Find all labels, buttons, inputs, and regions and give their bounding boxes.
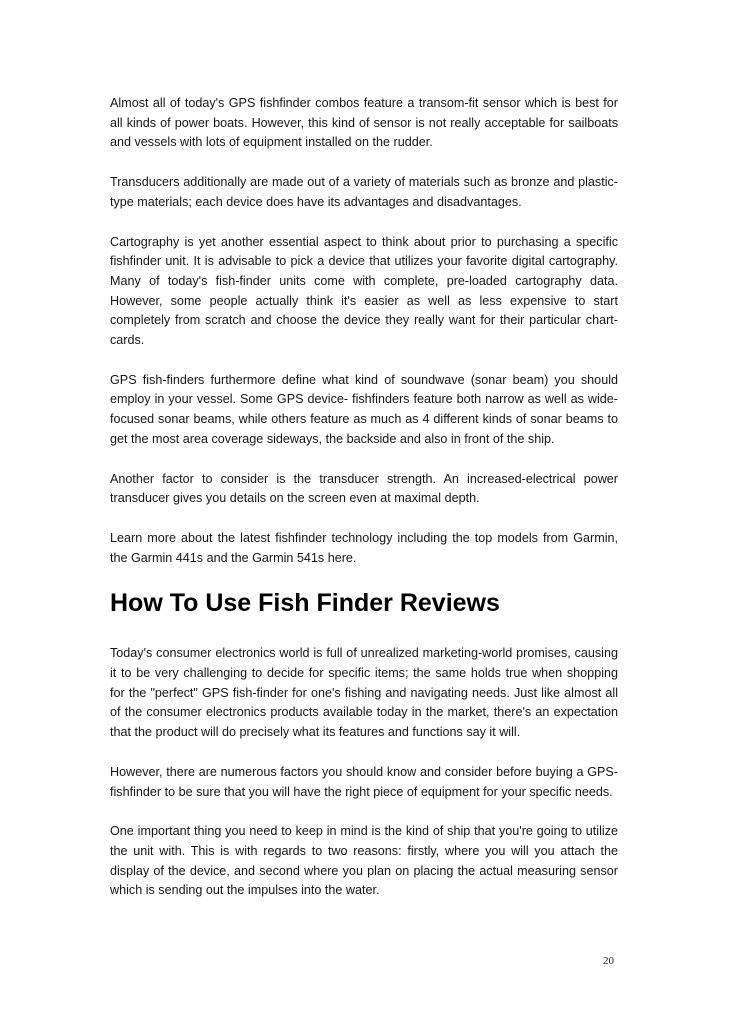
paragraph-transducer-strength: Another factor to consider is the transducer strength. An increased-electrical power transducer gives you details on the screen even at maximal depth.	[110, 471, 618, 506]
paragraph-transom-sensor: Almost all of today's GPS fishfinder combos feature a transom-fit sensor which is best for all kinds of power boats. However, this kind of sensor is not really acceptable for sailboats and vessels with lots of equipment installed on the rudder.	[110, 96, 618, 150]
paragraph-consumer-electronics: Today's consumer electronics world is full of unrealized marketing-world promises, causing it to be very challenging to decide for specific items; the same holds true when shopping for the "perfect" GPS fish-finder for one's fishing and navigating needs. Just like almost all of the consumer electronics products available today in the market, there's an expectation that the product will do precisely what its features and functions say it will.	[110, 646, 618, 740]
page-number: 20	[603, 955, 614, 967]
paragraph-sonar-beams: GPS fish-finders furthermore define what kind of soundwave (sonar beam) you should employ in your vessel. Some GPS device- fishfinders feature both narrow as well as wide-focused sonar beams, while others feature as much as 4 different kinds of sonar beams to get the most area coverage sideways, the backside and also in front of the ship.	[110, 372, 618, 446]
section-heading: How To Use Fish Finder Reviews	[110, 589, 500, 618]
page-content	[110, 94, 618, 921]
paragraph-garmin-models: Learn more about the latest fishfinder technology including the top models from Garmin, the Garmin 441s and the Garmin 541s here.	[110, 530, 618, 565]
paragraph-transducer-materials: Transducers additionally are made out of a variety of materials such as bronze and plastic-type materials; each device does have its advantages and disadvantages.	[110, 175, 618, 209]
paragraph-factors-before-buying: However, there are numerous factors you should know and consider before buying a GPS-fishfinder to be sure that you will have the right piece of equipment for your specific needs.	[110, 764, 618, 799]
paragraph-ship-type: One important thing you need to keep in mind is the kind of ship that you're going to utilize the unit with. This is with regards to two reasons: firstly, where you will you attach the display of the device, and second where you plan on placing the actual measuring sensor which is sending out the impulses into the water.	[110, 824, 618, 898]
paragraph-cartography: Cartography is yet another essential aspect to think about prior to purchasing a specific fishfinder unit. It is advisable to pick a device that utilizes your favorite digital cartography. Many of today's fish-finder units come with complete, pre-loaded cartography data. However, some people actually think it's easier as well as less expensive to start completely from scratch and choose the device they really want for their particular chart-cards.	[110, 234, 618, 348]
